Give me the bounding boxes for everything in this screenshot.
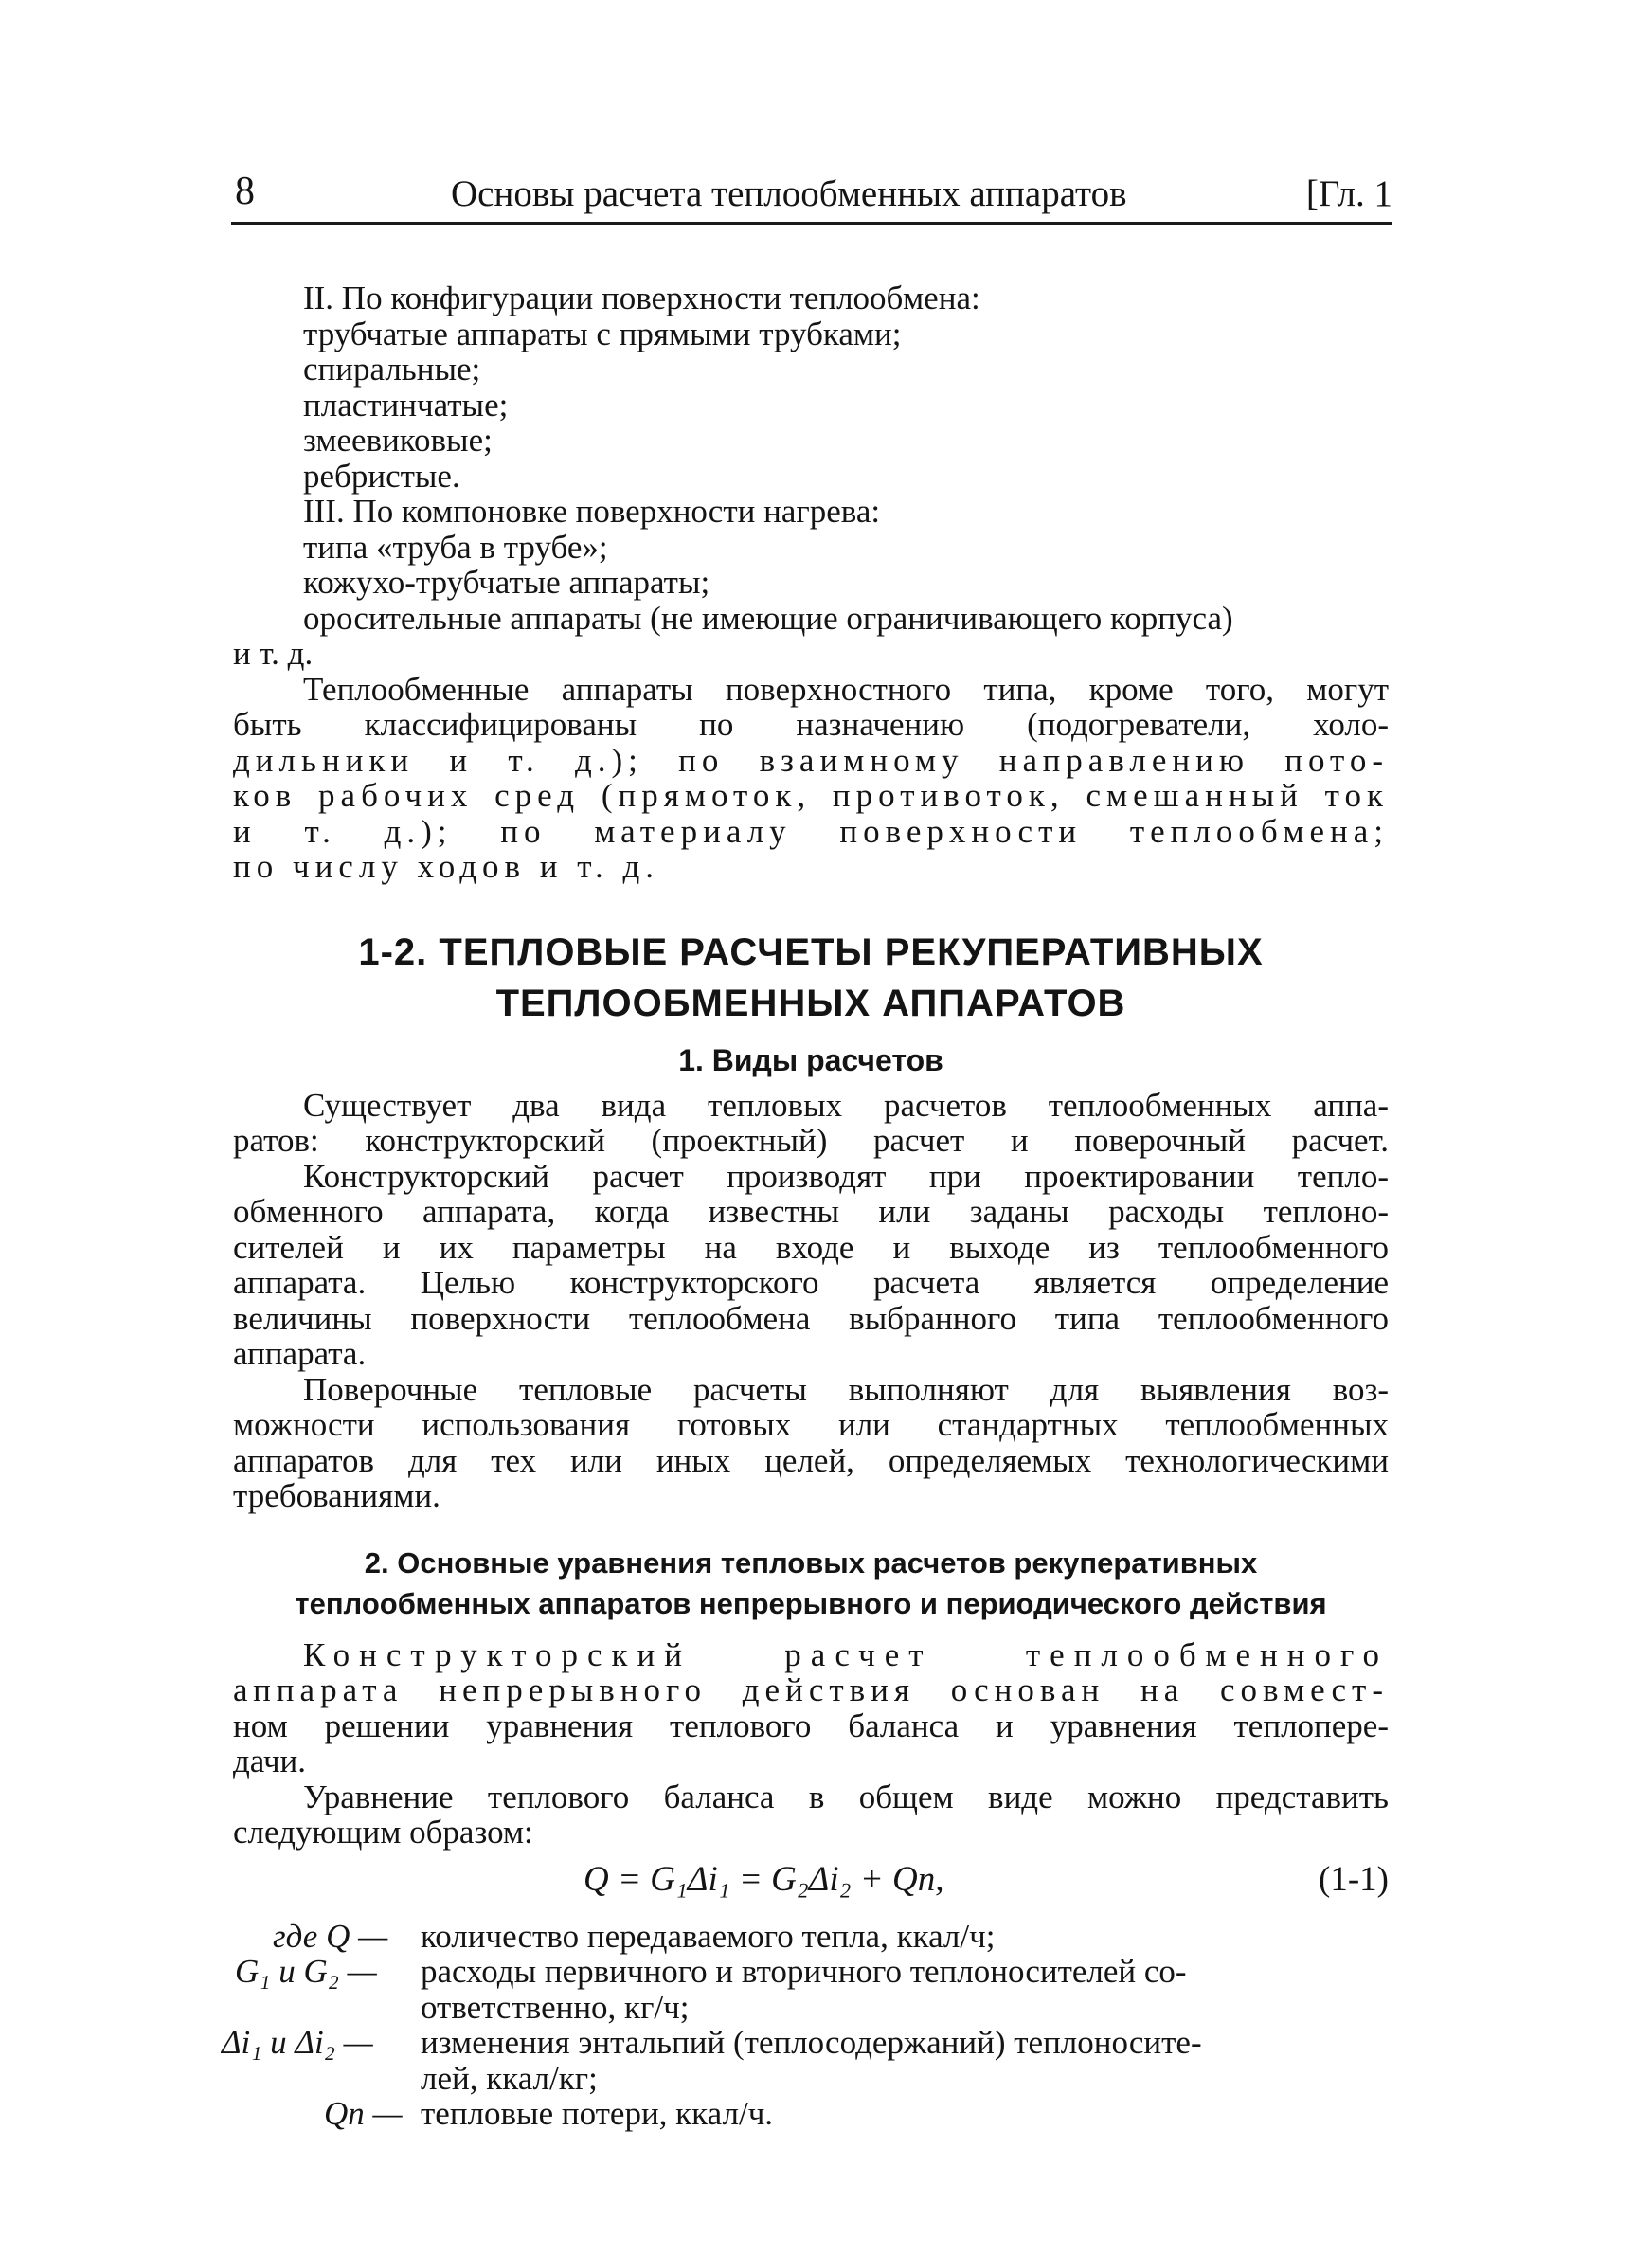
section-title-line: 1-2. ТЕПЛОВЫЕ РАСЧЕТЫ РЕКУПЕРАТИВНЫХ <box>358 930 1264 973</box>
section-title-line: ТЕПЛООБМЕННЫХ АППАРАТОВ <box>495 982 1126 1024</box>
definition-text: количество передаваемого тепла, ккал/ч; <box>421 1917 996 1955</box>
list-item: кожухо-трубчатые аппараты; <box>303 564 710 601</box>
text-line: и т. д.); по материалу поверхности теплообмена; <box>233 812 1389 850</box>
text-line: ков рабочих сред (прямоток, противоток, смешанный ток <box>233 777 1389 814</box>
text-line: аппарата. <box>233 1335 367 1372</box>
chapter-label: [Гл. 1 <box>1305 173 1392 214</box>
page-header <box>231 169 1392 225</box>
text-line: быть классифицированы по назначению (подогреватели, холо- <box>233 706 1389 743</box>
equation-formula: Q = G₁Δi₁ = G₂Δi₂ + Qп, <box>584 1859 944 1899</box>
list-item: оросительные аппараты (не имеющие ограничивающего корпуса) <box>303 599 1233 637</box>
text-line: Конструкторский расчет производят при проектировании тепло- <box>303 1157 1389 1195</box>
definition-text: изменения энтальпий (теплосодержаний) теплоносите- <box>421 2024 1202 2061</box>
text-line: сителей и их параметры на входе и выходе из теплообменного <box>233 1228 1389 1266</box>
subsection-title: 1. Виды расчетов <box>678 1042 943 1077</box>
text-line: по числу ходов и т. д. <box>233 848 660 885</box>
text-line: ратов: конструкторский (проектный) расчет и поверочный расчет. <box>233 1122 1389 1159</box>
list-item: спиральные; <box>303 351 481 388</box>
definition-term: Δi₁ и Δi₂ — <box>222 2024 373 2061</box>
definition-item <box>233 2096 1389 2132</box>
text-line: следующим образом: <box>233 1814 533 1851</box>
text-line: обменного аппарата, когда известны или заданы расходы теплоно- <box>233 1193 1389 1230</box>
text-line: дачи. <box>233 1742 307 1779</box>
group-heading: II. По конфигурации поверхности теплообмена: <box>303 280 980 316</box>
list-item: змеевиковые; <box>303 422 493 459</box>
text-line: Существует два вида тепловых расчетов теплообменных аппа- <box>303 1086 1389 1124</box>
symbol-definitions <box>222 1917 1389 2132</box>
list-item: ребристые. <box>303 457 460 495</box>
text-line: Уравнение теплового баланса в общем виде можно представить <box>303 1778 1389 1815</box>
definition-item <box>222 2024 1389 2097</box>
text-line: аппаратов для тех или иных целей, определяемых технологическими <box>233 1441 1389 1479</box>
definition-term: где Q — <box>273 1917 388 1955</box>
equation-number: (1-1) <box>1319 1859 1389 1899</box>
list-tail: и т. д. <box>233 635 314 672</box>
text-line: можности использования готовых или стандартных теплообменных <box>233 1406 1389 1443</box>
paragraph <box>233 1779 1389 1851</box>
definition-text: тепловые потери, ккал/ч. <box>421 2095 774 2132</box>
definition-text-cont: ответственно, кг/ч; <box>421 1988 690 2026</box>
definition-term: Qп — <box>324 2095 403 2132</box>
subsection-title-line: теплообменных аппаратов непрерывного и периодического действия <box>295 1586 1327 1620</box>
definition-item <box>233 1919 1389 1955</box>
list-item: типа «труба в трубе»; <box>303 528 608 566</box>
definition-text: расходы первичного и вторичного теплоносителей со- <box>421 1953 1187 1990</box>
text-line: величины поверхности теплообмена выбранного типа теплообменного <box>233 1299 1389 1337</box>
classification-group-2 <box>233 280 1389 494</box>
text-line: аппарата. Целью конструкторского расчета является определение <box>233 1264 1389 1301</box>
section-title <box>233 927 1389 1029</box>
text-line: требованиями. <box>233 1477 440 1514</box>
paragraph <box>233 1159 1389 1372</box>
text-line: аппарата непрерывного действия основан на совмест- <box>233 1671 1389 1708</box>
text-line: ном решении уравнения теплового баланса и уравнения теплопере- <box>233 1706 1389 1744</box>
group-heading: III. По компоновке поверхности нагрева: <box>303 493 881 530</box>
list-item: трубчатые аппараты с прямыми трубками; <box>303 315 902 352</box>
classification-extra-paragraph <box>233 672 1389 885</box>
running-title: Основы расчета теплообменных аппаратов <box>451 173 1127 214</box>
paragraph <box>233 1372 1389 1514</box>
text-line: дильники и т. д.); по взаимному направлению пото- <box>233 741 1389 779</box>
paragraph <box>233 1637 1389 1779</box>
classification-group-3 <box>233 494 1389 672</box>
text-line: Теплообменные аппараты поверхностного типа, кроме того, могут <box>303 670 1389 708</box>
page-body <box>222 280 1389 2132</box>
page-number: 8 <box>235 170 255 213</box>
text-line: Конструкторский расчет теплообменного <box>303 1635 1389 1673</box>
paragraph <box>233 1088 1389 1159</box>
list-item: пластинчатые; <box>303 386 509 424</box>
definition-text-cont: лей, ккал/кг; <box>421 2059 598 2097</box>
equation-1-1 <box>233 1854 1389 1905</box>
subsection-title-line: 2. Основные уравнения тепловых расчетов рекуперативных <box>364 1545 1258 1580</box>
definition-item <box>233 1954 1389 2025</box>
definition-term: G₁ и G₂ — <box>235 1953 377 1990</box>
subsection-title <box>233 1543 1389 1624</box>
text-line: Поверочные тепловые расчеты выполняют для выявления воз- <box>303 1370 1389 1408</box>
